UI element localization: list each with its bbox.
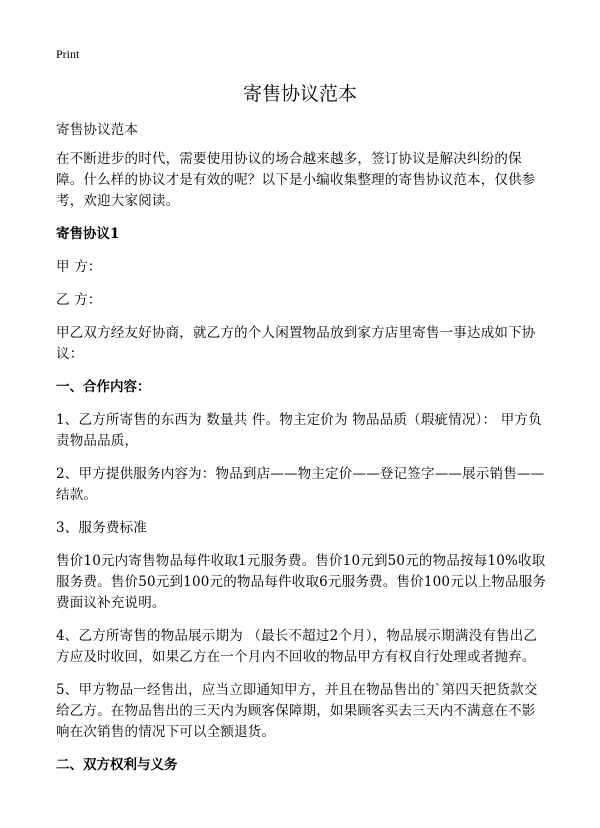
item-1: 1、乙方所寄售的东西为 数量共 件。物主定价为 物品品质（瑕疵情况）： 甲方负责物品品质，: [56, 412, 542, 449]
section2-heading: 二、双方权利与义务: [56, 757, 178, 773]
agreement-heading: 寄售协议1: [56, 226, 120, 242]
party-a-line: 甲 方：: [56, 259, 102, 275]
print-link[interactable]: Print: [56, 47, 80, 61]
section1-heading: 一、合作内容：: [56, 379, 151, 395]
intro-paragraph: 在不断进步的时代，需要使用协议的场合越来越多，签订协议是解决纠纷的保障。什么样的协议才是有效的呢？以下是小编收集整理的寄售协议范本，仅供参考，欢迎大家阅读。: [56, 151, 536, 209]
page-title: 寄售协议范本: [242, 83, 357, 105]
item-3: 3、服务费标准: [56, 520, 147, 536]
fee-paragraph: 售价10元内寄售物品每件收取1元服务费。售价10元到50元的物品按每10%收取服务费。售价50元到100元的物品每件收取6元服务费。售价100元以上物品服务费面议补充说明。: [56, 553, 547, 611]
party-b-line: 乙 方：: [56, 292, 102, 308]
item-4: 4、乙方所寄售的物品展示期为 （最长不超过2个月），物品展示期满没有售出乙方应及时收回，如果乙方在一个月内不回收的物品甲方有权自行处理或者抛弃。: [56, 628, 538, 665]
document-body: [56, 120, 548, 776]
item-2: 2、甲方提供服务内容为：物品到店——物主定价——登记签字——展示销售——结款。: [56, 466, 545, 503]
item-5: 5、甲方物品一经售出，应当立即通知甲方，并且在物品售出的`第四天把货款交给乙方。在物品售出的三天内为顾客保障期，如果顾客买去三天内不满意在不影响在次销售的情况下可以全额退货。: [56, 682, 538, 740]
subtitle: 寄售协议范本: [56, 122, 139, 138]
preamble-paragraph: 甲乙双方经友好协商，就乙方的个人闲置物品放到家方店里寄售一事达成如下协议：: [56, 325, 536, 362]
